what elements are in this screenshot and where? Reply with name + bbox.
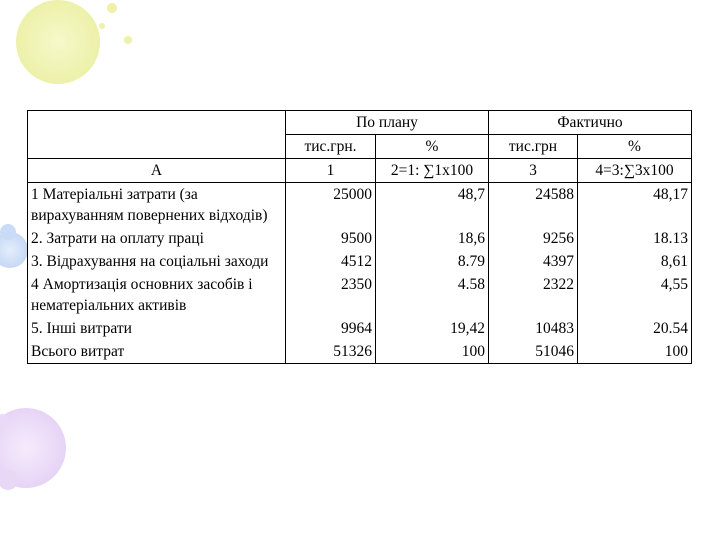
row-actual-pct: 4,55 (578, 273, 692, 317)
header-col-3: 3 (489, 159, 578, 183)
row-plan: 9964 (286, 317, 376, 340)
bubble-small-top-2 (107, 3, 117, 13)
row-label: 3. Відрахування на соціальні заходи (28, 250, 286, 273)
header-unit-plan: тис.грн. (286, 135, 376, 159)
table-row-total (28, 340, 692, 364)
row-plan: 4512 (286, 250, 376, 273)
row-label: 5. Інші витрати (28, 317, 286, 340)
row-actual-pct: 18.13 (578, 227, 692, 250)
header-plan: По плану (286, 111, 489, 135)
row-actual-pct: 20.54 (578, 317, 692, 340)
row-plan-pct: 19,42 (376, 317, 489, 340)
header-pct-plan: % (376, 135, 489, 159)
bubble-small-top-3 (99, 23, 105, 29)
bubble-small-top (124, 36, 132, 44)
row-label: 4 Амортизація основних засобів і нематеріальних активів (28, 273, 286, 317)
bubble-top-left (16, 0, 100, 84)
header-col-1: 1 (286, 159, 376, 183)
row-plan-pct: 4.58 (376, 273, 489, 317)
bubble-left-mid-2 (0, 224, 16, 240)
header-col-4: 4=3:∑3х100 (578, 159, 692, 183)
row-plan-pct: 48,7 (376, 183, 489, 228)
header-col-a: А (28, 159, 286, 183)
row-label: 2. Затрати на оплату праці (28, 227, 286, 250)
row-plan-pct: 8.79 (376, 250, 489, 273)
row-actual-pct: 48,17 (578, 183, 692, 228)
row-actual: 10483 (489, 317, 578, 340)
header-row-1 (28, 111, 692, 135)
row-plan-pct: 18,6 (376, 227, 489, 250)
row-actual-pct: 100 (578, 340, 692, 364)
row-plan-pct: 100 (376, 340, 489, 364)
row-actual: 24588 (489, 183, 578, 228)
table-row (28, 250, 692, 273)
row-label: Всього витрат (28, 340, 286, 364)
header-col-2: 2=1: ∑1х100 (376, 159, 489, 183)
table-row (28, 273, 692, 317)
row-actual: 9256 (489, 227, 578, 250)
table-row (28, 317, 692, 340)
row-plan: 25000 (286, 183, 376, 228)
header-unit-actual: тис.грн (489, 135, 578, 159)
row-plan: 2350 (286, 273, 376, 317)
row-actual: 2322 (489, 273, 578, 317)
header-actual: Фактично (489, 111, 692, 135)
table-row (28, 227, 692, 250)
row-plan: 51326 (286, 340, 376, 364)
header-blank-cell (28, 111, 286, 159)
header-pct-actual: % (578, 135, 692, 159)
row-label: 1 Матеріальні затрати (за вирахуванням повернених відходів) (28, 183, 286, 228)
header-row-3 (28, 159, 692, 183)
row-actual-pct: 8,61 (578, 250, 692, 273)
row-plan: 9500 (286, 227, 376, 250)
table-row (28, 183, 692, 228)
row-actual: 51046 (489, 340, 578, 364)
row-actual: 4397 (489, 250, 578, 273)
cost-structure-table (27, 110, 692, 364)
